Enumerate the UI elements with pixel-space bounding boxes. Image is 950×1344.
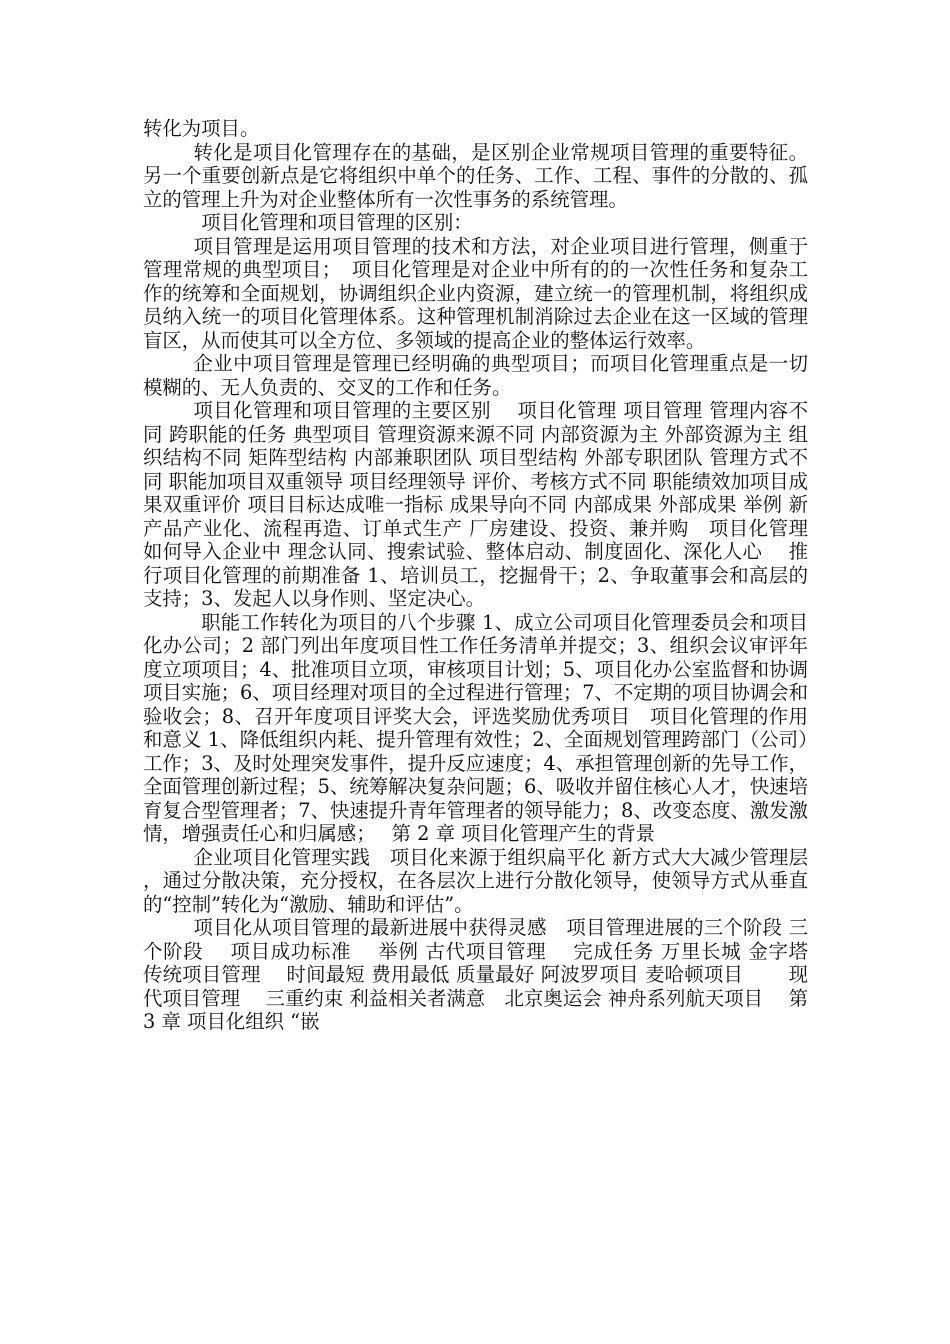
paragraph-1: 转化为项目。 — [143, 117, 260, 140]
paragraph-3-heading: 项目化管理和项目管理的区别： — [201, 211, 473, 234]
paragraph-2: 转化是项目化管理存在的基础，是区别企业常规项目管理的重要特征。另一个重要创新点是它将组织中单个的任务、工作、工程、事件的分散的、孤立的管理上升为对企业整体所有一次性事务的系统管理。 — [143, 140, 808, 211]
paragraph-6: 项目化管理和项目管理的主要区别 项目化管理 项目管理 管理内容不同 跨职能的任务 典型项目 管理资源来源不同 内部资源为主 外部资源为主 组织结构不同 矩阵型结构 内部兼职团队 项目型结构 外部专职团队 管理方式不同 职能加项目双重领导 项目经理领导 评价、考核方式不同 职能绩效加项目成果双重评价 项目目标达成唯一指标 成果导向不同 内部成果 外部成果 举例 新产品产业化、流程再造、订单式生产 厂房建设、投资、兼并购 项目化管理如何导入企业中 理念认同、搜索试验、整体启动、制度固化、深化人心 推行项目化管理的前期准备 1、培训员工，挖掘骨干；2、争取董事会和高层的支持；3、发起人以身作则、坚定决心。 — [143, 399, 808, 610]
paragraph-9: 项目化从项目管理的最新进展中获得灵感 项目管理进展的三个阶段 三个阶段 项目成功标准 举例 古代项目管理 完成任务 万里长城 金字塔 传统项目管理 时间最短 费用最低 质量最好 阿波罗项目 麦哈顿项目 现代项目管理 三重约束 利益相关者满意 北京奥运会 神舟系列航天项目 第 3 章 项目化组织 “嵌 — [143, 916, 853, 1033]
paragraph-5: 企业中项目管理是管理已经明确的典型项目；而项目化管理重点是一切模糊的、无人负责的、交叉的工作和任务。 — [143, 352, 808, 399]
paragraph-7: 职能工作转化为项目的八个步骤 1、成立公司项目化管理委员会和项目化办公司；2 部门列出年度项目性工作任务清单并提交；3、组织会议审评年度立项项目；4、批准项目立项，审核项目计划；5、项目化办公室监督和协调项目实施；6、项目经理对项目的全过程进行管理；7、不定期的项目协调会和验收会；8、召开年度项目评奖大会，评选奖励优秀项目 项目化管理的作用和意义 1、降低组织内耗、提升管理有效性；2、全面规划管理跨部门（公司）工作；3、及时处理突发事件，提升反应速度；4、承担管理创新的先导工作，全面管理创新过程；5、统筹解决复杂问题；6、吸收并留住核心人才，快速培育复合型管理者；7、快速提升青年管理者的领导能力；8、改变态度、激发激情，增强责任心和归属感； 第 2 章 项目化管理产生的背景 — [143, 610, 808, 845]
paragraph-8: 企业项目化管理实践 项目化来源于组织扁平化 新方式大大减少管理层，通过分散决策，充分授权，在各层次上进行分散化领导，使领导方式从垂直的“控制”转化为“激励、辅助和评估”。 — [143, 845, 808, 916]
paragraph-4: 项目管理是运用项目管理的技术和方法，对企业项目进行管理，侧重于管理常规的典型项目； 项目化管理是对企业中所有的的一次性任务和复杂工作的统筹和全面规划，协调组织企业内资源，建立统一的管理机制，将组织成员纳入统一的项目化管理体系。这种管理机制消除过去企业在这一区域的管理盲区，从而使其可以全方位、多领域的提高企业的整体运行效率。 — [143, 234, 808, 352]
document-page — [143, 117, 853, 1034]
